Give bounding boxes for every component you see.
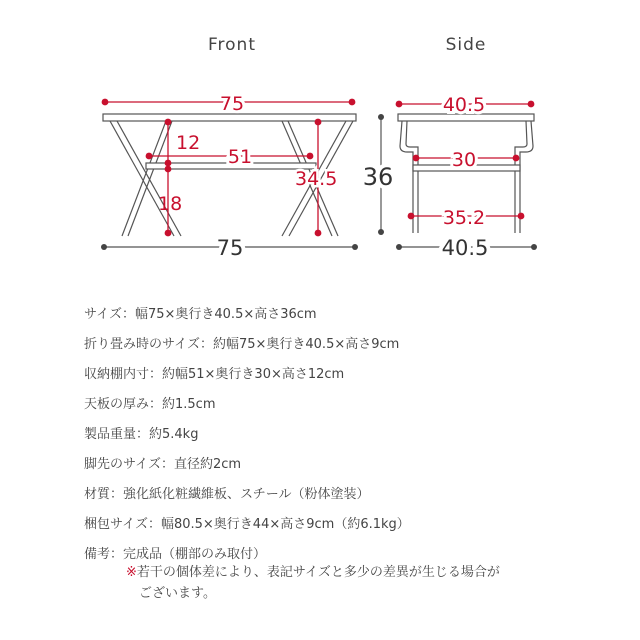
spec-list <box>84 300 604 570</box>
spec-remarks: 備考：完成品（棚部のみ取付） <box>84 547 267 562</box>
front-shelf-width-label: 51 <box>227 146 253 168</box>
side-bottom-depth-label: 40.5 <box>441 236 489 260</box>
front-leg-height-label: 34.5 <box>295 168 338 190</box>
spec-foot-size: 脚先のサイズ：直径約2cm <box>84 457 242 472</box>
note-text-1: 若干の個体差により、表記サイズと多少の差異が生じる場合が <box>136 565 500 580</box>
dimension-diagram <box>0 0 640 300</box>
front-bottom-width-label: 75 <box>216 236 244 260</box>
side-shelf-depth-label: 30 <box>451 149 477 171</box>
side-height-label: 36 <box>362 163 394 191</box>
spec-folded-size: 折り畳み時のサイズ：約幅75×奥行き40.5×高さ9cm <box>84 337 400 352</box>
side-inner-depth-label: 35.2 <box>442 207 486 229</box>
front-top-width-label: 75 <box>219 93 245 115</box>
spec-package-size: 梱包サイズ：幅80.5×奥行き44×高さ9cm（約6.1kg） <box>84 517 410 532</box>
front-view-title: Front <box>208 35 256 55</box>
side-view-title: Side <box>445 35 487 55</box>
spec-shelf-inner-size: 収納棚内寸：約幅51×奥行き30×高さ12cm <box>84 367 345 382</box>
spec-size: サイズ：幅75×奥行き40.5×高さ36cm <box>84 307 317 322</box>
note-mark: ※ <box>126 565 137 580</box>
note-line-1 <box>126 562 586 583</box>
front-leg-gap-label: 12 <box>176 132 201 154</box>
note-line-2 <box>126 583 586 604</box>
disclaimer-note <box>126 562 586 604</box>
front-shelf-height-label: 18 <box>158 193 183 215</box>
side-top-depth-label: 40.5 <box>442 94 486 116</box>
spec-material: 材質：強化紙化粧繊維板、スチール（粉体塗装） <box>84 487 370 502</box>
spec-top-thickness: 天板の厚み：約1.5cm <box>84 397 216 412</box>
spec-weight: 製品重量：約5.4kg <box>84 427 199 442</box>
note-text-2: ございます。 <box>139 586 216 601</box>
